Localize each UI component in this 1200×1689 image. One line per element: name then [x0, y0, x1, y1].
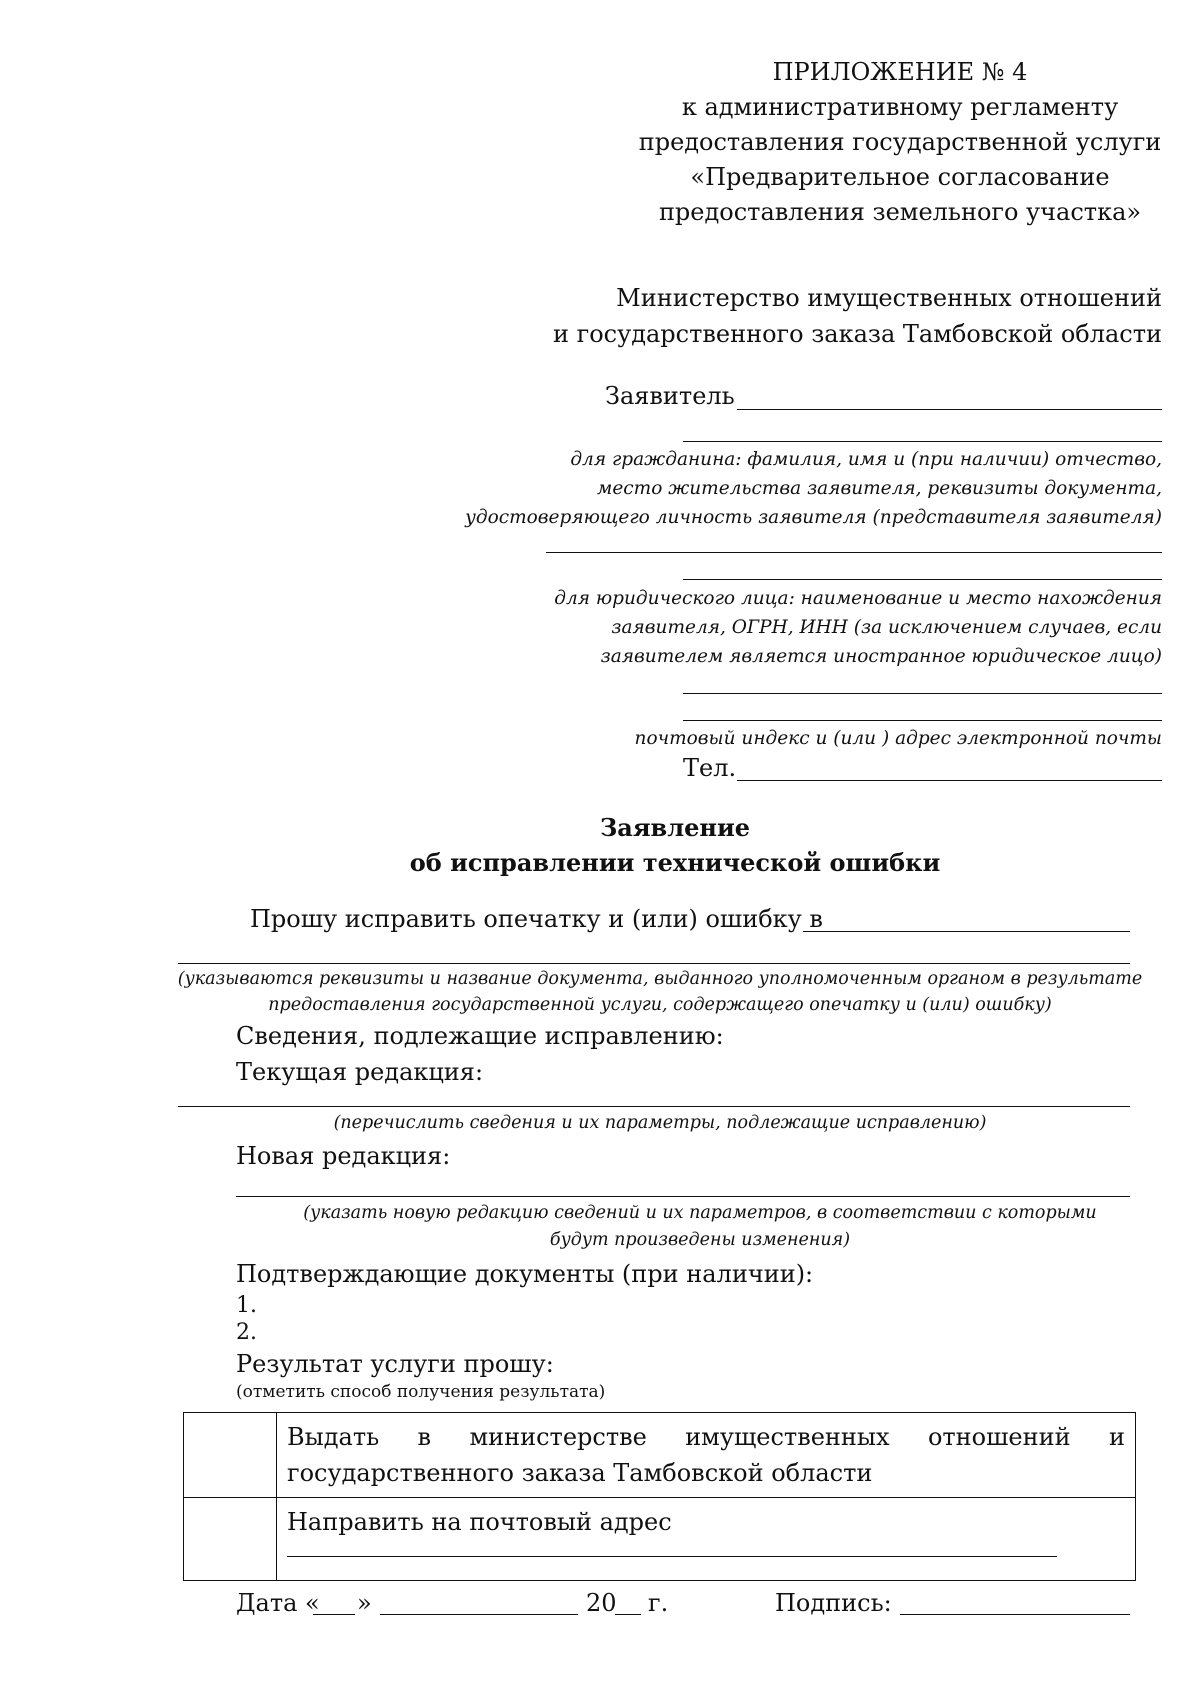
postal-field-2[interactable]	[683, 720, 1162, 721]
current-hint: (перечислить сведения и их параметры, подлежащие исправлению)	[333, 1113, 987, 1133]
document-title: Заявление	[599, 813, 751, 842]
postal-address-field[interactable]	[287, 1556, 1057, 1557]
year-prefix: 20	[586, 1589, 617, 1617]
option-2-checkbox[interactable]	[184, 1498, 277, 1581]
option-1-text	[277, 1413, 1136, 1498]
option-2-label: Направить на почтовый адрес	[287, 1508, 672, 1536]
request-field[interactable]	[803, 931, 1130, 932]
header-line-3: «Предварительное согласование	[690, 163, 1110, 191]
header-line-1: к административному регламенту	[681, 93, 1119, 121]
option-1-word: и	[1109, 1423, 1125, 1451]
document-subtitle: об исправлении технической ошибки	[409, 848, 941, 877]
year-suffix: г.	[648, 1589, 669, 1617]
doc-item-1: 1.	[236, 1293, 257, 1318]
applicant-label: Заявитель	[605, 382, 735, 410]
request-text: Прошу исправить опечатку и (или) ошибку в	[250, 905, 823, 933]
option-row-1	[184, 1413, 1136, 1498]
date-month-field[interactable]	[380, 1614, 578, 1615]
new-hint-2: будут произведены изменения)	[549, 1230, 851, 1250]
header-line-2: предоставления государственной услуги	[638, 128, 1162, 156]
option-1-line-1	[287, 1419, 1125, 1455]
date-close-quote: »	[357, 1589, 372, 1617]
option-1-line-2: государственного заказа Тамбовской области	[287, 1459, 873, 1487]
option-1-word: Выдать	[287, 1423, 380, 1451]
legal-hint-1: для юридического лица: наименование и место нахождения	[554, 588, 1162, 609]
date-label: Дата «	[236, 1589, 320, 1617]
request-field-2[interactable]	[178, 963, 1130, 964]
postal-field-1[interactable]	[683, 693, 1162, 694]
header-line-4: предоставления земельного участка»	[658, 198, 1142, 226]
option-2-text	[277, 1498, 1136, 1581]
new-hint-1: (указать новую редакцию сведений и их параметров, в соответствии с которыми	[303, 1203, 1097, 1223]
option-row-2	[184, 1498, 1136, 1581]
phone-label: Тел.	[683, 754, 737, 782]
citizen-field-1[interactable]	[546, 552, 1162, 553]
applicant-field-2[interactable]	[683, 441, 1162, 442]
citizen-hint-3: удостоверяющего личность заявителя (представителя заявителя)	[465, 507, 1162, 528]
result-options-table	[183, 1412, 1136, 1581]
result-label: Результат услуги прошу:	[236, 1350, 554, 1378]
citizen-field-2[interactable]	[683, 579, 1162, 580]
current-label: Текущая редакция:	[236, 1058, 484, 1086]
details-label: Сведения, подлежащие исправлению:	[236, 1022, 724, 1050]
docs-label: Подтверждающие документы (при наличии):	[236, 1260, 814, 1288]
request-hint-2: предоставления государственной услуги, содержащего опечатку и (или) ошибку)	[268, 995, 1052, 1015]
appendix-title: ПРИЛОЖЕНИЕ № 4	[772, 58, 1028, 86]
citizen-hint-2: место жительства заявителя, реквизиты документа,	[597, 478, 1162, 499]
option-1-checkbox[interactable]	[184, 1413, 277, 1498]
signature-field[interactable]	[900, 1614, 1130, 1615]
option-1-word: отношений	[927, 1423, 1071, 1451]
applicant-field[interactable]	[737, 409, 1162, 410]
result-hint: (отметить способ получения результата)	[236, 1382, 606, 1402]
legal-hint-3: заявителем является иностранное юридическое лицо)	[600, 646, 1162, 667]
date-year-field[interactable]	[615, 1614, 641, 1615]
recipient-line-2: и государственного заказа Тамбовской области	[553, 320, 1162, 348]
signature-label: Подпись:	[775, 1589, 892, 1617]
request-hint-1: (указываются реквизиты и название документа, выданного уполномоченным органом в результате	[177, 969, 1143, 989]
option-1-word: имущественных	[685, 1423, 890, 1451]
new-field[interactable]	[236, 1196, 1130, 1197]
current-field[interactable]	[178, 1106, 1130, 1107]
postal-hint: почтовый индекс и (или ) адрес электронной почты	[634, 728, 1162, 749]
date-day-field[interactable]	[313, 1614, 355, 1615]
phone-field[interactable]	[737, 780, 1162, 781]
citizen-hint-1: для гражданина: фамилия, имя и (при наличии) отчество,	[570, 449, 1162, 470]
doc-item-2: 2.	[236, 1320, 257, 1345]
option-1-word: министерстве	[469, 1423, 647, 1451]
legal-hint-2: заявителя, ОГРН, ИНН (за исключением случаев, если	[611, 617, 1162, 638]
option-1-word: в	[417, 1423, 432, 1451]
new-label: Новая редакция:	[236, 1142, 451, 1170]
recipient-line-1: Министерство имущественных отношений	[616, 284, 1162, 312]
